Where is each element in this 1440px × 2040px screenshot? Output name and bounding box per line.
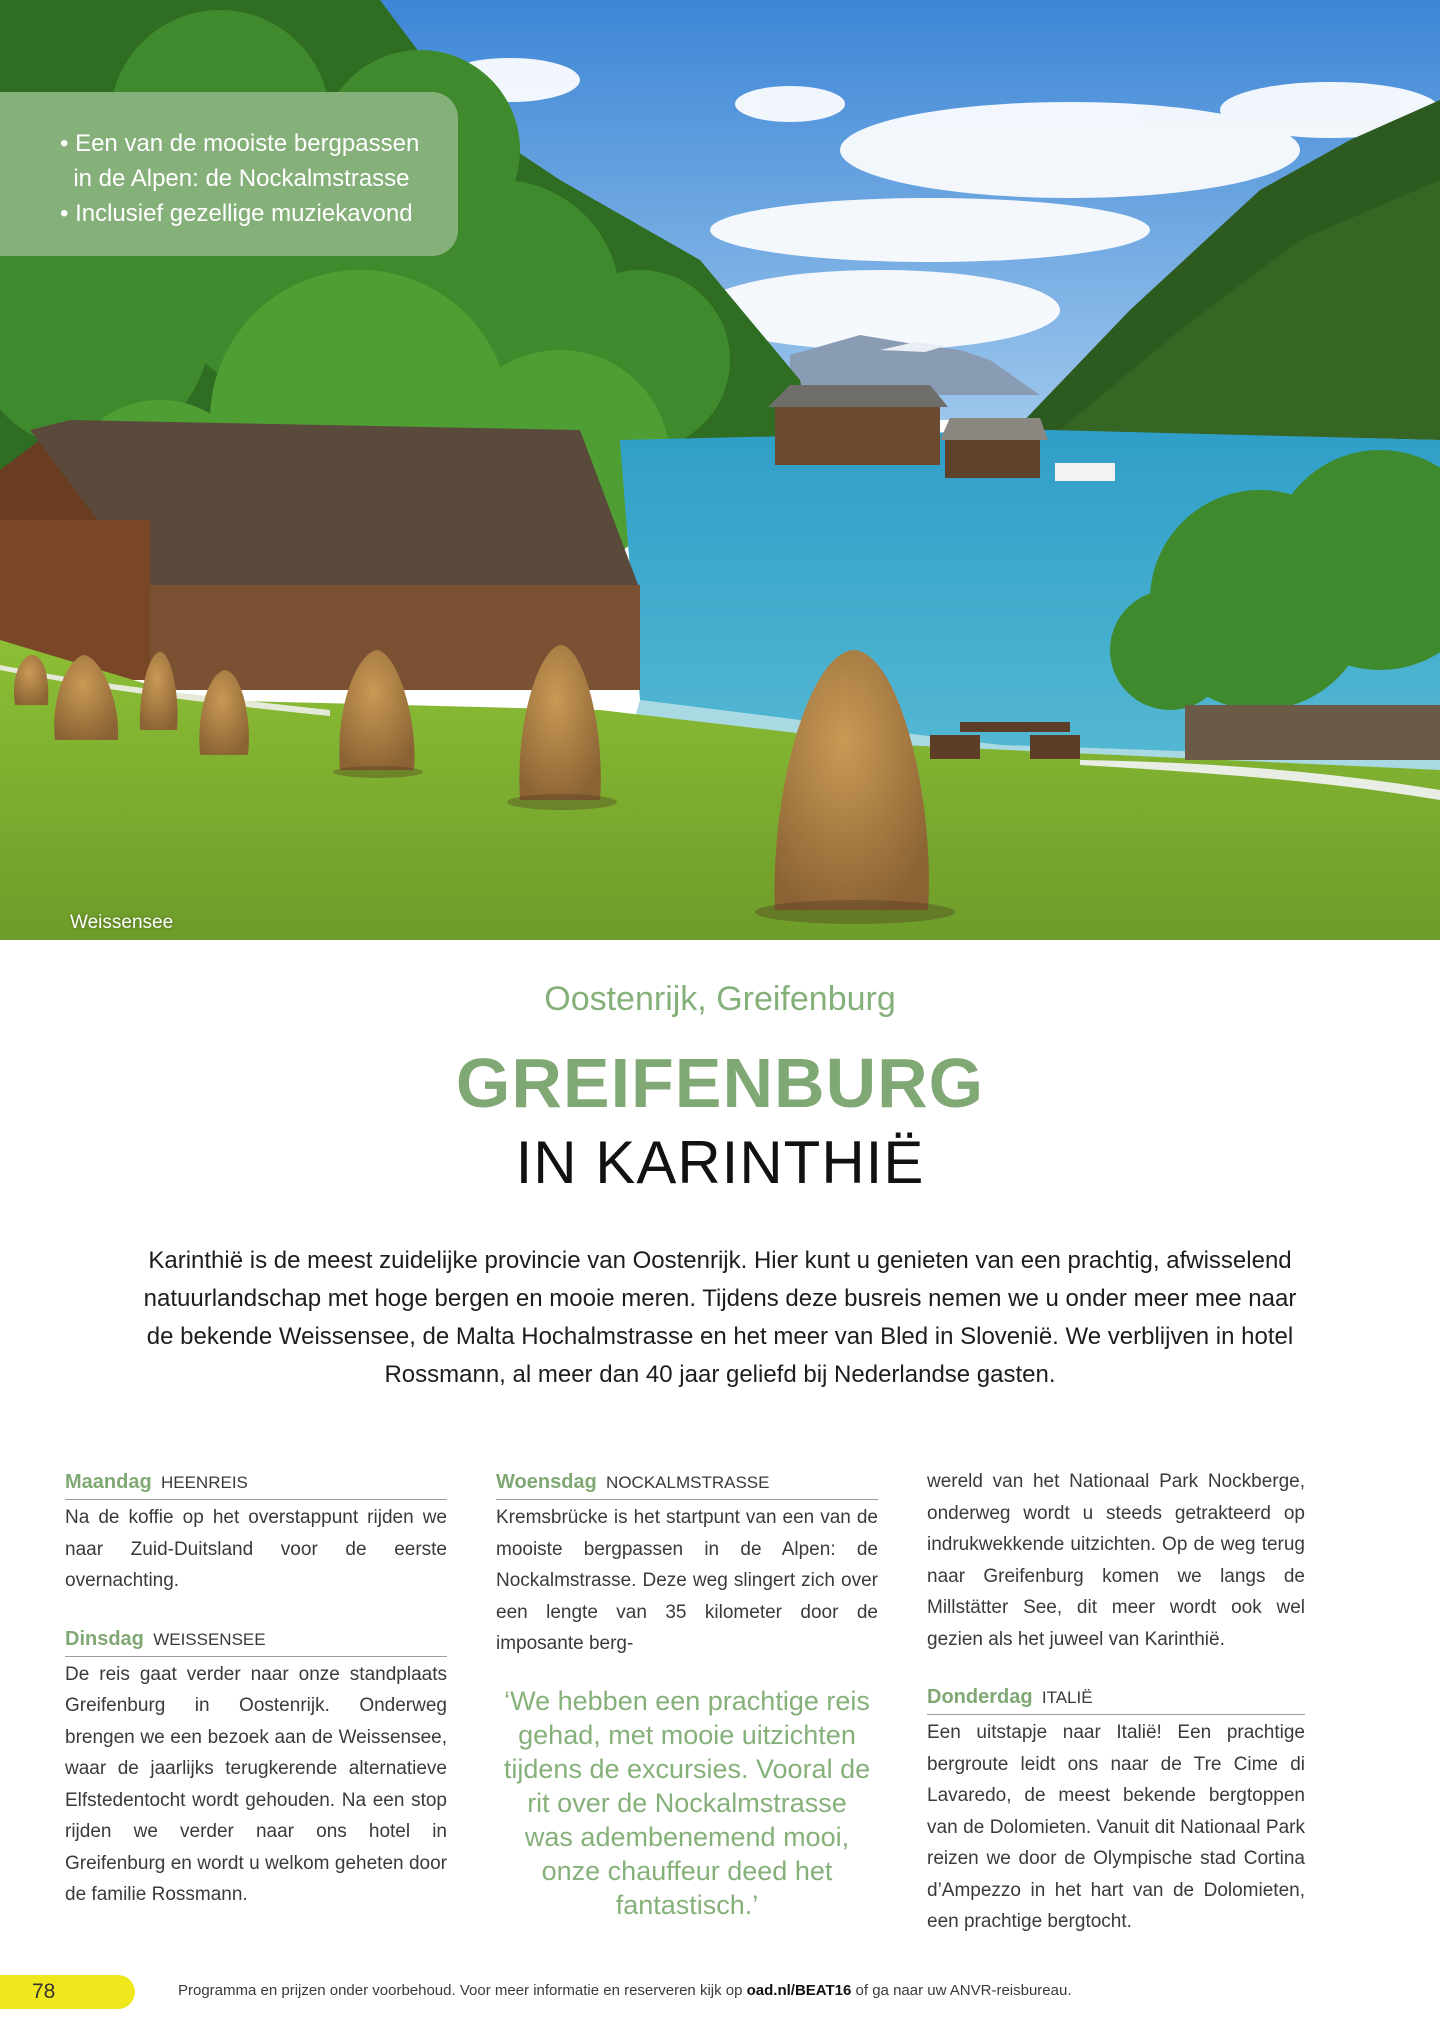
footer-link[interactable]: oad.nl/BEAT16 (746, 1982, 852, 1999)
destination-kicker: Oostenrijk, Greifenburg (544, 980, 896, 1018)
day-text: Kremsbrücke is het startpunt van een van de mooiste bergpassen in de Alpen: de Nockalmstrasse. Deze weg slingert zich over een lengte van 35 kilometer door de imposante berg- (496, 1507, 878, 1654)
intro-paragraph: Karinthië is de meest zuidelijke provincie van Oostenrijk. Hier kunt u genieten van een prachtig, afwisselend natuurlandschap met hoge bergen en mooie meren. Tijdens deze busreis nemen we u onder meer mee naar de bekende Weissensee, de Malta Hochalmstrasse en het meer van Bled in Slovenië. We verblijven in hotel Rossmann, al meer dan 40 jaar geliefd bij Nederlandse gasten. (143, 1247, 1297, 1388)
page-subtitle: IN KARINTHIË (515, 1129, 925, 1196)
footer-note (178, 1982, 1072, 1999)
highlights-box (0, 92, 458, 256)
day-topic: WEISSENSEE (153, 1629, 266, 1649)
footer-note-text: Programma en prijzen onder voorbehoud. Voor meer informatie en reserveren kijk op (178, 1982, 747, 1999)
footer-note-text: of ga naar uw ANVR-reisbureau. (851, 1982, 1072, 1999)
day-heading (65, 1623, 447, 1657)
day-name: Woensdag (496, 1471, 597, 1493)
day-heading (65, 1466, 447, 1500)
itinerary-column-3 (927, 1466, 1305, 1964)
day-text: De reis gaat verder naar onze standplaats Greifenburg in Oostenrijk. Onderweg brengen we een bezoek aan de Weissensee, waar de jaarlijks terugkerende alternatieve Elfstedentocht wordt gehouden. Na een stop rijden we verder naar ons hotel in Greifenburg en wordt u welkom geheten door de familie Rossmann. (65, 1663, 447, 1905)
highlight-item: • Een van de mooiste bergpassen (60, 130, 420, 157)
itinerary-column-2 (496, 1466, 878, 1922)
day-text-continued (927, 1466, 1305, 1655)
day-block-donderdag (927, 1681, 1305, 1938)
page-title: GREIFENBURG (455, 1044, 985, 1122)
day-name: Dinsdag (65, 1627, 144, 1650)
day-heading (927, 1681, 1305, 1715)
day-block-dinsdag (65, 1623, 447, 1911)
day-name: Donderdag (927, 1686, 1033, 1708)
day-name: Maandag (65, 1471, 152, 1493)
itinerary-column-1 (65, 1466, 447, 1937)
page-number: 78 (0, 1975, 135, 2009)
day-topic: HEENREIS (160, 1473, 248, 1492)
day-heading (496, 1466, 878, 1500)
highlight-item: • Inclusief gezellige muziekavond (60, 200, 413, 227)
day-block-maandag (65, 1466, 447, 1597)
day-text: wereld van het Nationaal Park Nockberge, onderweg wordt u steeds getrakteerd op indrukwekkende uitzichten. Op de weg terug naar Greifenburg komen we langs de Millstätter See, dit meer wordt ook wel gezien als het juweel van Karinthië. (927, 1471, 1305, 1650)
day-text: Een uitstapje naar Italië! Een prachtige bergroute leidt ons naar de Tre Cime di Lavaredo, de meest bekende bergtoppen van de Dolomieten. Vanuit dit Nationaal Park reizen we door de Olympische stad Cortina d’Ampezzo in het hart van de Dolomieten, een prachtige bergtocht. (927, 1722, 1305, 1932)
day-topic: ITALIË (1041, 1688, 1093, 1707)
testimonial-quote: ‘We hebben een prachtige reis gehad, met mooie uitzichten tijdens de excursies. Vooral de rit over de Nockalmstrasse was adembenemend mooi, onze chauffeur deed het fantastisch.’ (503, 1685, 871, 1920)
photo-caption: Weissensee (70, 912, 174, 933)
highlight-item: in de Alpen: de Nockalmstrasse (60, 165, 410, 192)
day-block-woensdag (496, 1466, 878, 1660)
day-text: Na de koffie op het overstappunt rijden we naar Zuid-Duitsland voor de eerste overnachting. (65, 1507, 447, 1591)
day-topic: NOCKALMSTRASSE (606, 1473, 770, 1492)
